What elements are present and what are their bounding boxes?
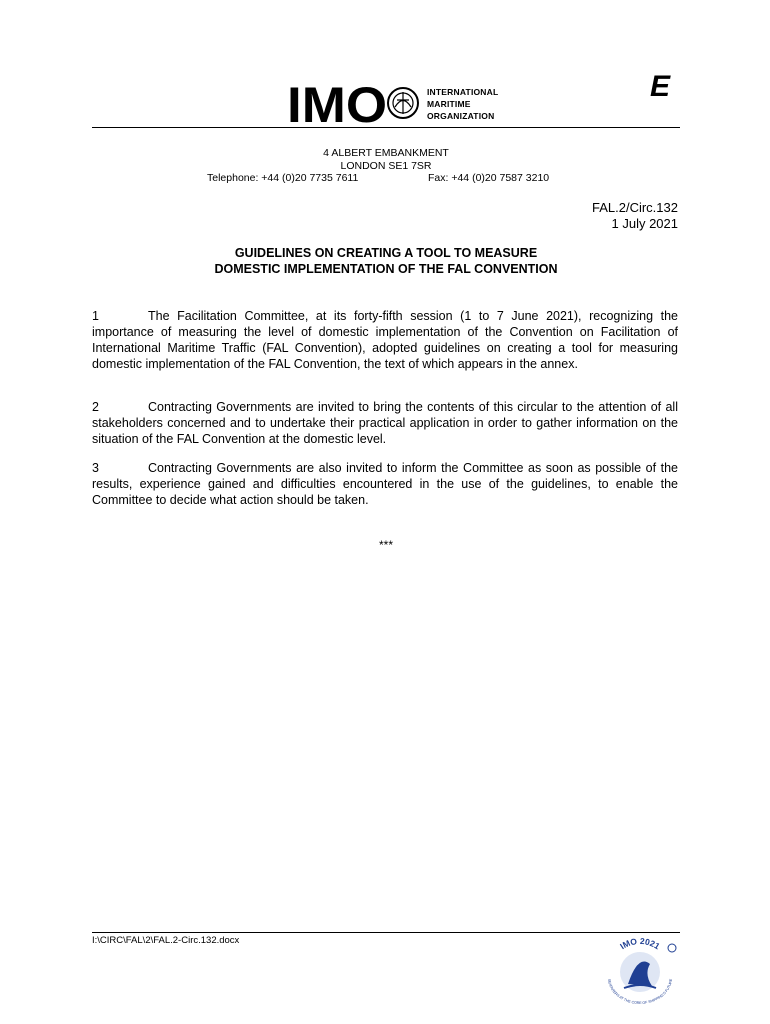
paragraph-text: The Facilitation Committee, at its forty-fifth session (1 to 7 June 2021), recognizing the importance of measuring the level of domestic implementation of the Convention on Facilitation of International Maritime Traffic (FAL Convention), adopted guidelines on creating a tool for measuring domestic implementation of the FAL Convention, the text of which appears in the annex. <box>92 309 678 371</box>
paragraph-text: Contracting Governments are invited to bring the contents of this circular to the attention of all stakeholders concerned and to undertake their practical application in order to gather information on the situation of the FAL Convention at the domestic level. <box>92 400 678 446</box>
logo-line-1: INTERNATIONAL <box>427 87 499 97</box>
imo-logo-mark <box>287 82 419 124</box>
document-title <box>92 245 680 277</box>
address-line-2: LONDON SE1 7SR <box>340 160 432 172</box>
imo-emblem-icon <box>668 944 676 952</box>
imo-wordmark: IMO <box>287 82 387 124</box>
paragraph-number: 2 <box>92 400 99 414</box>
badge-tagline: SEAFARERS AT THE CORE OF SHIPPING'S FUTURE <box>606 978 674 1004</box>
badge-year-text: IMO 2021 <box>618 935 662 952</box>
paragraph-text: Contracting Governments are also invited to inform the Committee as soon as possible of the results, experience gained and difficulties encountered in the use of the guidelines, to enable the Committee to decide what action should be taken. <box>92 461 678 507</box>
logo-line-3: ORGANIZATION <box>427 111 495 121</box>
fax-number: Fax: +44 (0)20 7587 3210 <box>428 172 550 184</box>
title-line-1: GUIDELINES ON CREATING A TOOL TO MEASURE <box>234 246 538 260</box>
footer-divider <box>92 932 680 933</box>
logo-organization-name <box>427 86 498 122</box>
telephone-number: Telephone: +44 (0)20 7735 7611 <box>207 172 359 184</box>
paragraph-3 <box>92 460 678 508</box>
document-symbol: FAL.2/Circ.132 <box>592 200 678 215</box>
imo-2021-badge <box>598 934 682 1004</box>
section-separator: *** <box>378 538 393 552</box>
paragraph-number: 1 <box>92 309 99 323</box>
language-letter: E <box>649 70 670 103</box>
title-line-2: DOMESTIC IMPLEMENTATION OF THE FAL CONVENTION <box>214 262 558 276</box>
imo-logo <box>287 78 517 126</box>
paragraph-2 <box>92 399 678 447</box>
document-date: 1 July 2021 <box>611 216 678 231</box>
paragraph-number: 3 <box>92 461 99 475</box>
footer-file-path: I:\CIRC\FAL\2\FAL.2-Circ.132.docx <box>92 935 240 946</box>
address-block <box>92 147 680 173</box>
document-reference-block <box>592 200 678 232</box>
header-divider <box>92 127 680 128</box>
logo-line-2: MARITIME <box>427 99 471 109</box>
paragraph-1 <box>92 308 678 372</box>
address-line-1: 4 ALBERT EMBANKMENT <box>323 147 449 159</box>
